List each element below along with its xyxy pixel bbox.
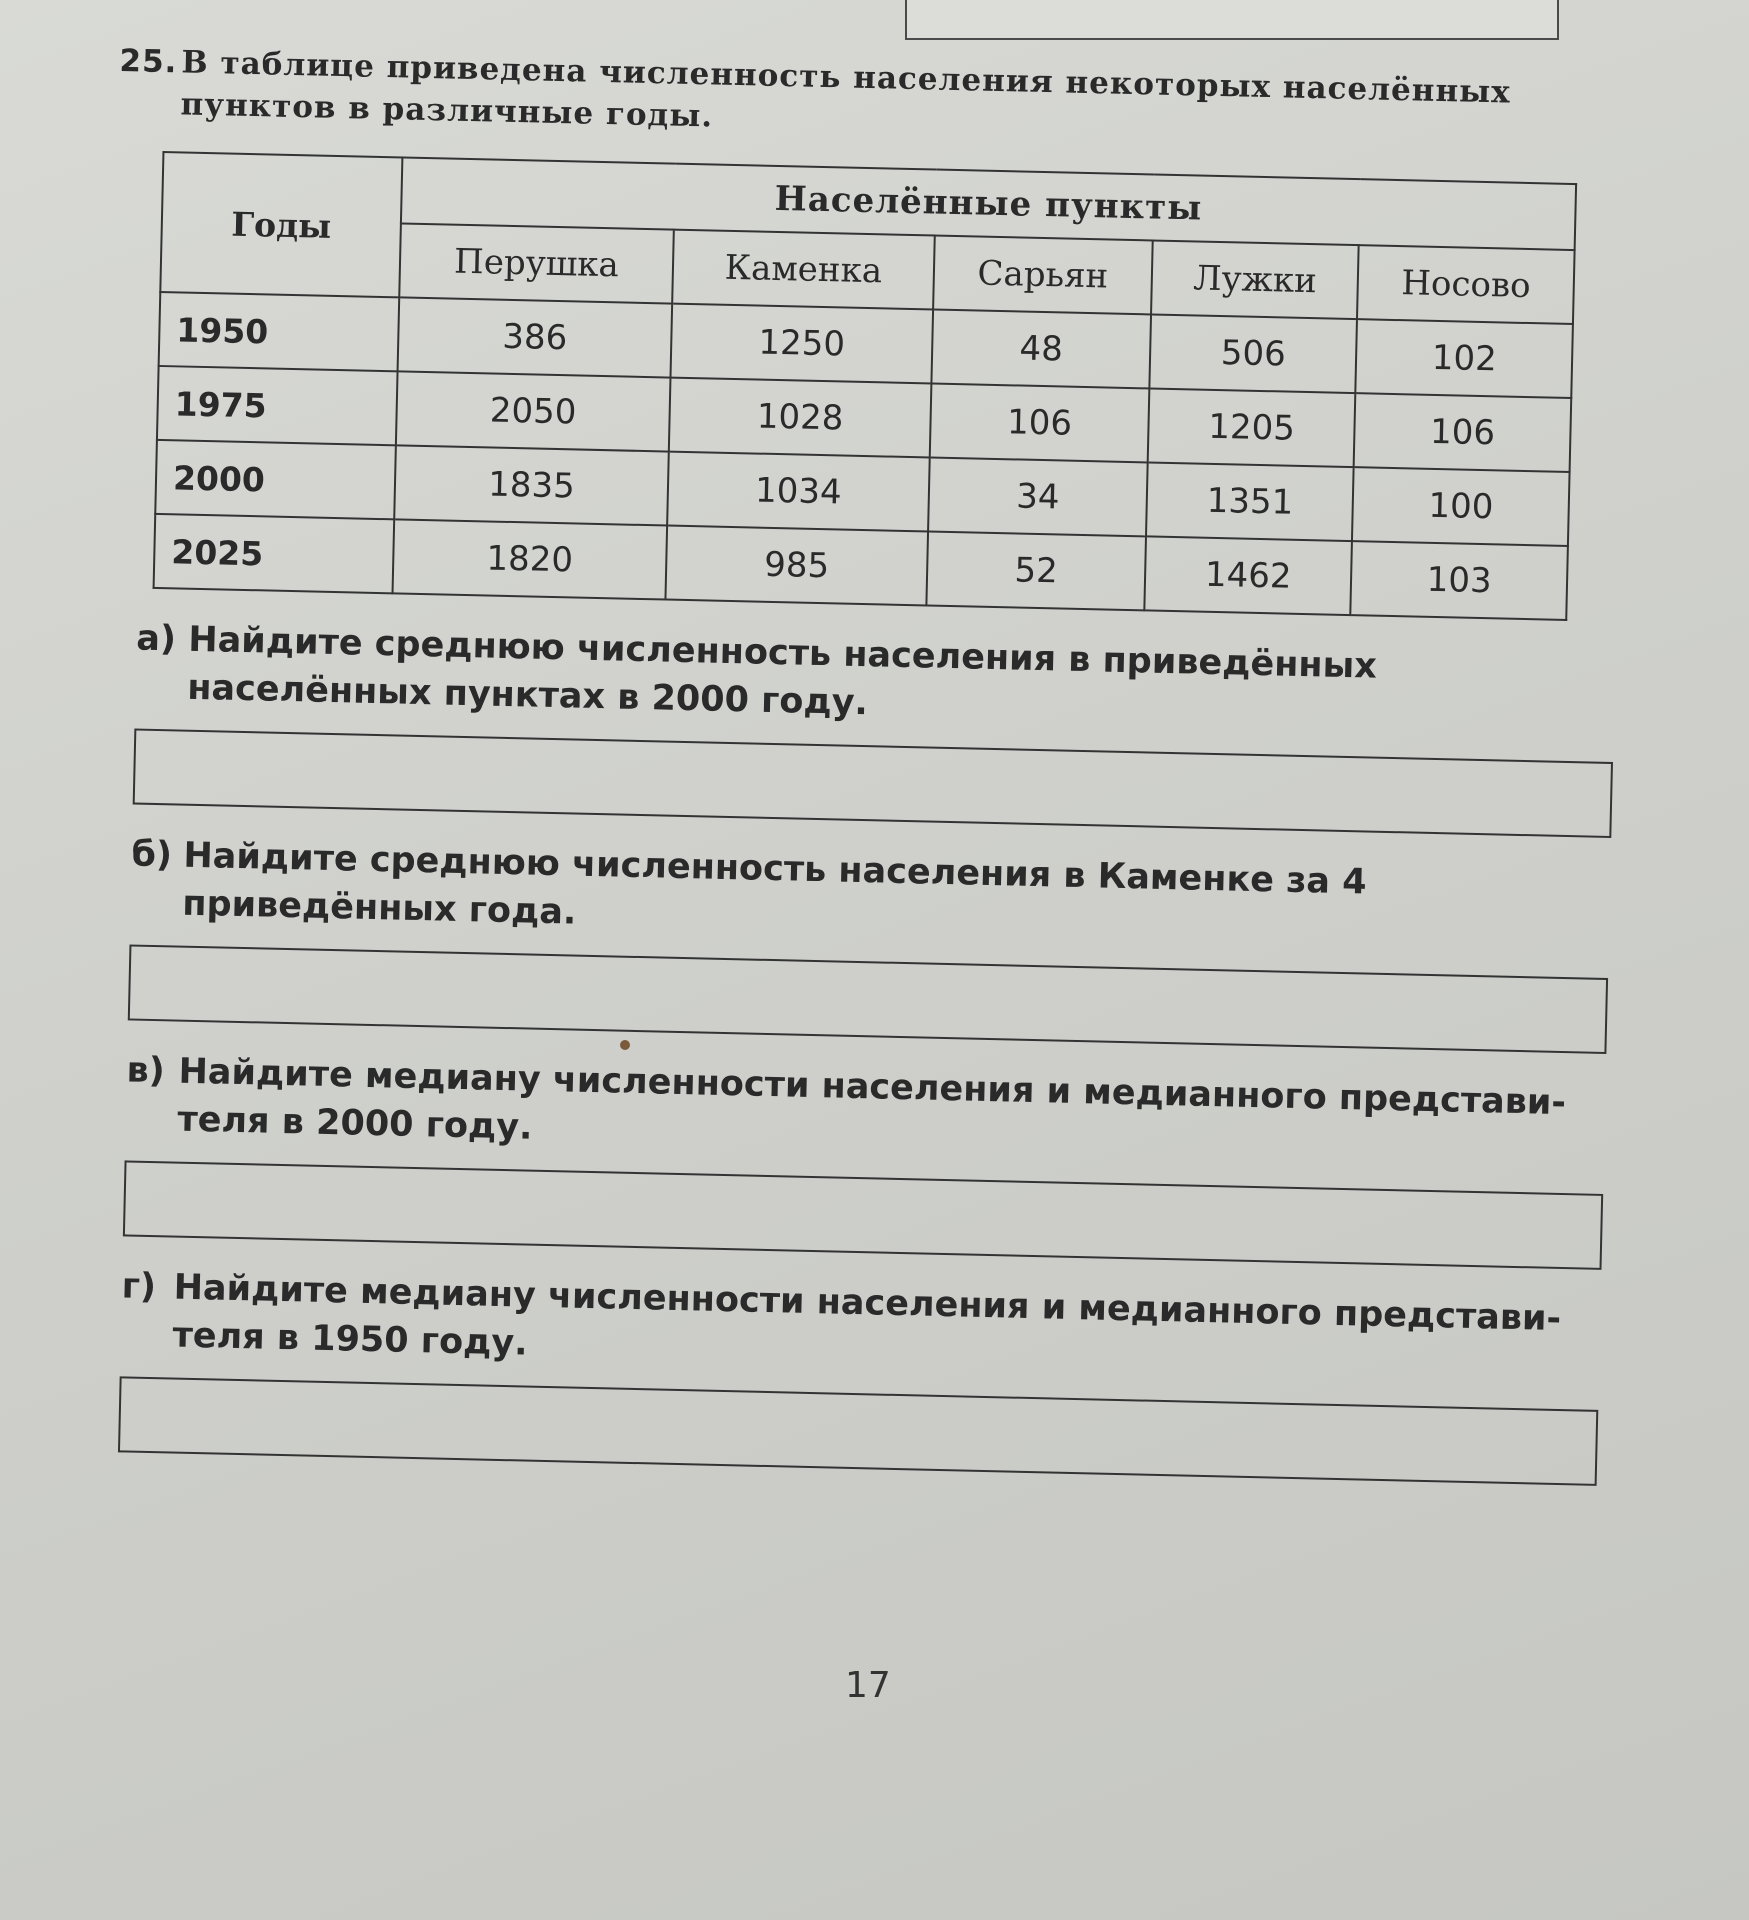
- task-content: [88, 40, 1600, 1485]
- column-header: Сарьян: [933, 236, 1153, 315]
- question-b: [130, 830, 1582, 959]
- value-cell: 1820: [393, 519, 668, 599]
- question-g: [120, 1262, 1572, 1391]
- value-cell: 386: [398, 297, 673, 377]
- question-text: Найдите медиану численности населения и медианного представителя в 2000 году.: [177, 1051, 1567, 1148]
- value-cell: 2050: [396, 371, 671, 451]
- population-table: [153, 151, 1578, 621]
- year-cell: 2025: [154, 514, 395, 593]
- previous-answer-box[interactable]: [905, 0, 1559, 40]
- year-cell: 2000: [155, 440, 396, 519]
- value-cell: 1351: [1146, 462, 1354, 541]
- value-cell: 106: [1354, 393, 1571, 472]
- answer-box-g[interactable]: [118, 1376, 1598, 1486]
- ink-spot: [620, 1040, 630, 1050]
- value-cell: 1205: [1148, 388, 1356, 467]
- settlements-header: Населённые пункты: [401, 157, 1576, 250]
- page-number: 17: [845, 1665, 891, 1706]
- column-header: Носово: [1357, 245, 1574, 324]
- value-cell: 1028: [669, 378, 932, 458]
- task-header: [118, 40, 1600, 158]
- value-cell: 52: [926, 531, 1146, 610]
- years-header: Годы: [160, 152, 402, 297]
- value-cell: 100: [1352, 467, 1569, 546]
- question-text: Найдите среднюю численность населения в приведённых населённых пунктах в 2000 году.: [186, 619, 1378, 724]
- question-label: б): [131, 834, 173, 876]
- question-text: Найдите медиану численности населения и медианного представителя в 1950 году.: [172, 1267, 1562, 1364]
- year-cell: 1975: [157, 366, 398, 445]
- answer-box-v[interactable]: [123, 1160, 1603, 1270]
- question-label: а): [135, 618, 177, 660]
- question-a: [135, 615, 1587, 744]
- question-text: Найдите среднюю численность населения в Каменке за 4 приведённых года.: [181, 835, 1368, 933]
- question-v: [125, 1046, 1577, 1175]
- value-cell: 506: [1149, 314, 1357, 393]
- column-header: Лужки: [1151, 240, 1359, 319]
- value-cell: 102: [1356, 319, 1573, 398]
- question-label: г): [121, 1266, 157, 1308]
- value-cell: 106: [930, 383, 1150, 462]
- year-cell: 1950: [159, 292, 400, 371]
- value-cell: 103: [1351, 541, 1568, 620]
- column-header: Каменка: [672, 230, 935, 310]
- column-header: Перушка: [399, 223, 674, 303]
- answer-box-a[interactable]: [133, 729, 1613, 839]
- value-cell: 48: [931, 310, 1151, 389]
- task-number: 25.: [119, 42, 178, 81]
- value-cell: 34: [928, 457, 1148, 536]
- value-cell: 985: [665, 526, 928, 606]
- value-cell: 1034: [667, 452, 930, 532]
- value-cell: 1835: [394, 445, 669, 525]
- value-cell: 1462: [1144, 536, 1352, 615]
- answer-box-b[interactable]: [128, 944, 1608, 1054]
- question-label: в): [126, 1050, 166, 1092]
- task-statement: В таблице приведена численность населения некоторых населённых пунктов в различные годы.: [180, 44, 1512, 135]
- value-cell: 1250: [670, 304, 933, 384]
